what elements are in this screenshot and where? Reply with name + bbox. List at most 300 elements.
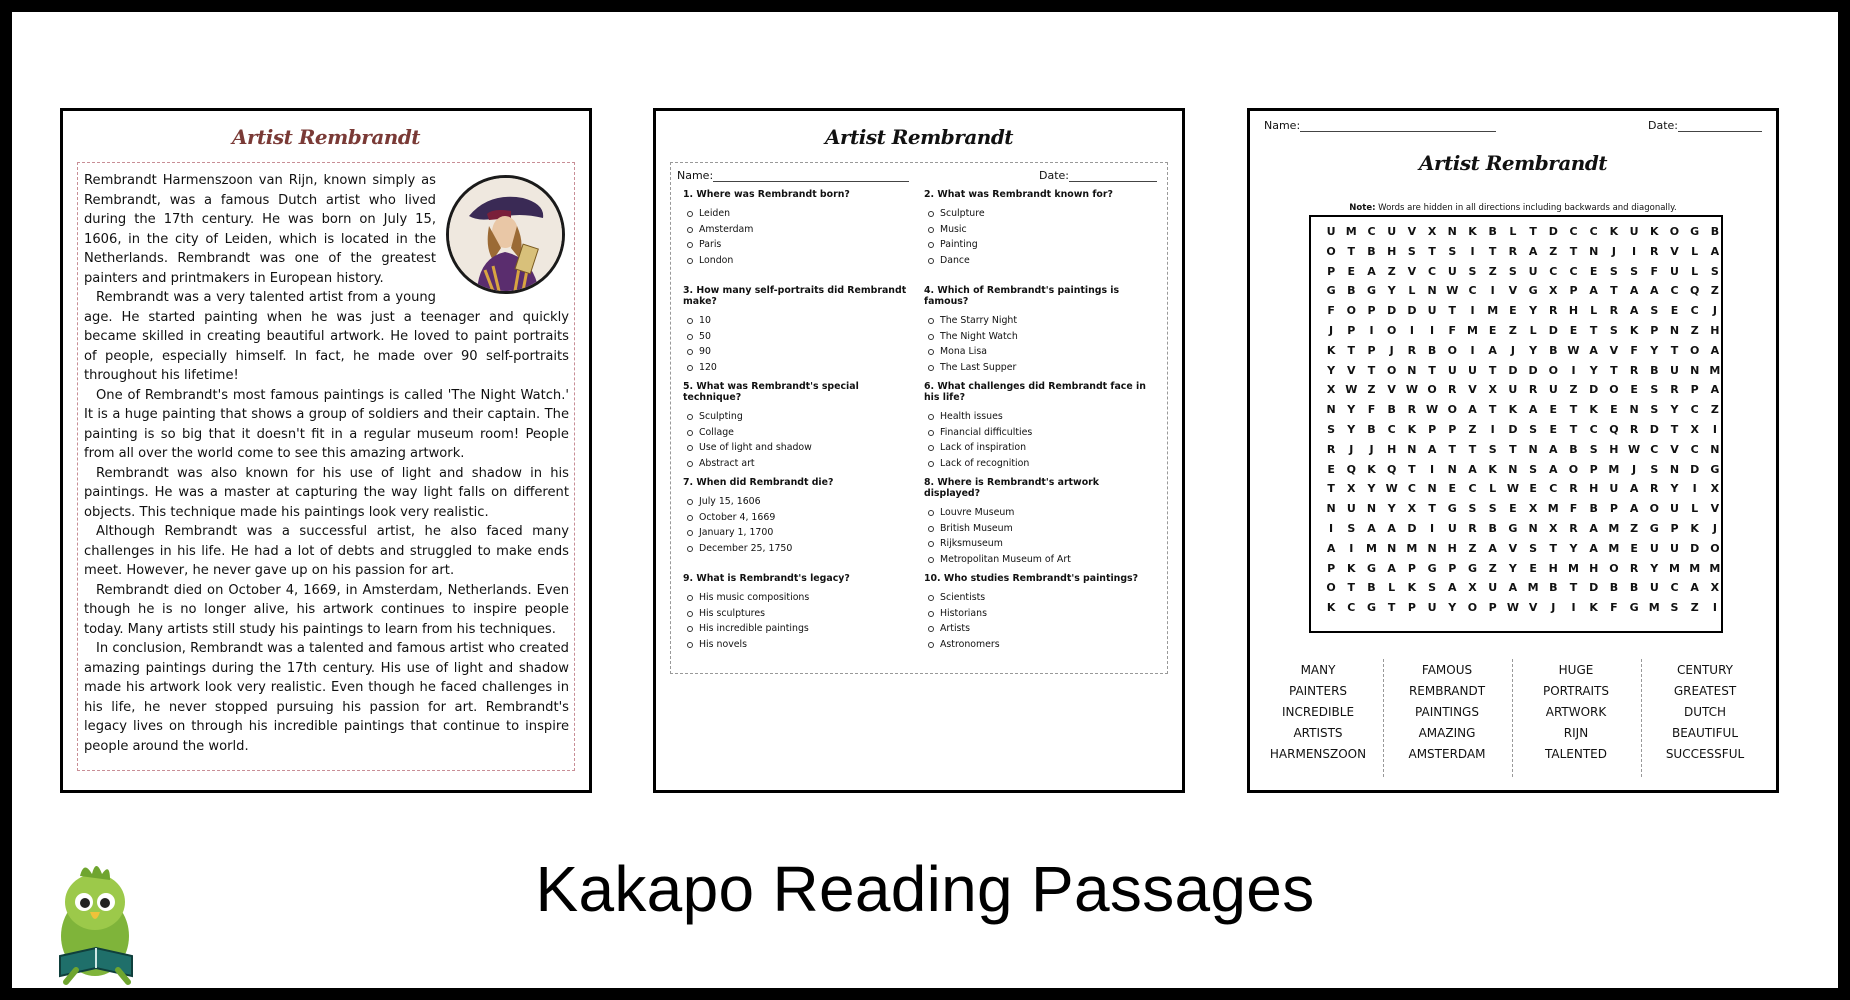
grid-letter[interactable]: H bbox=[1589, 482, 1599, 496]
grid-letter[interactable]: D bbox=[1548, 324, 1558, 337]
grid-letter[interactable]: F bbox=[1569, 502, 1578, 516]
grid-letter[interactable]: S bbox=[1327, 423, 1336, 436]
grid-letter[interactable]: F bbox=[1448, 324, 1457, 337]
grid-letter[interactable]: S bbox=[1589, 442, 1598, 456]
grid-letter[interactable]: Y bbox=[1448, 601, 1457, 615]
grid-letter[interactable]: A bbox=[1488, 541, 1497, 555]
grid-letter[interactable]: A bbox=[1367, 264, 1376, 278]
grid-letter[interactable]: S bbox=[1650, 304, 1659, 318]
grid-letter[interactable]: R bbox=[1468, 522, 1477, 535]
grid-letter[interactable]: M bbox=[1406, 541, 1418, 555]
grid-letter[interactable]: B bbox=[1347, 284, 1356, 298]
grid-letter[interactable]: O bbox=[1467, 601, 1478, 615]
grid-letter[interactable]: V bbox=[1407, 264, 1417, 278]
grid-letter[interactable]: K bbox=[1589, 403, 1598, 417]
answer-option[interactable]: Scientists bbox=[928, 593, 1149, 603]
grid-letter[interactable]: A bbox=[1468, 462, 1477, 476]
grid-letter[interactable]: N bbox=[1407, 363, 1417, 377]
grid-letter[interactable]: K bbox=[1690, 522, 1699, 535]
grid-letter[interactable]: S bbox=[1630, 264, 1639, 278]
grid-letter[interactable]: S bbox=[1468, 264, 1477, 278]
grid-letter[interactable]: T bbox=[1569, 581, 1578, 595]
grid-letter[interactable]: U bbox=[1447, 264, 1457, 278]
answer-option[interactable]: January 1, 1700 bbox=[687, 528, 908, 538]
grid-letter[interactable]: M bbox=[1366, 541, 1377, 555]
grid-letter[interactable]: Z bbox=[1468, 423, 1477, 436]
grid-letter[interactable]: R bbox=[1629, 561, 1639, 575]
grid-letter[interactable]: A bbox=[1650, 284, 1659, 298]
grid-letter[interactable]: V bbox=[1347, 363, 1356, 377]
grid-letter[interactable]: C bbox=[1589, 225, 1598, 238]
grid-letter[interactable]: V bbox=[1468, 383, 1477, 397]
grid-letter[interactable]: Z bbox=[1488, 561, 1497, 575]
grid-letter[interactable]: E bbox=[1509, 304, 1517, 318]
grid-letter[interactable]: U bbox=[1670, 541, 1679, 555]
grid-letter[interactable]: A bbox=[1629, 304, 1639, 318]
answer-option[interactable]: Abstract art bbox=[687, 459, 908, 469]
grid-letter[interactable]: C bbox=[1428, 264, 1437, 278]
grid-letter[interactable]: K bbox=[1367, 462, 1376, 476]
answer-option[interactable]: Use of light and shadow bbox=[687, 443, 908, 453]
grid-letter[interactable]: T bbox=[1569, 423, 1578, 436]
grid-letter[interactable]: I bbox=[1712, 601, 1717, 615]
grid-letter[interactable]: B bbox=[1589, 502, 1598, 516]
grid-letter[interactable]: R bbox=[1508, 244, 1518, 258]
answer-option[interactable]: British Museum bbox=[928, 524, 1149, 534]
grid-letter[interactable]: X bbox=[1407, 502, 1417, 516]
grid-letter[interactable]: T bbox=[1408, 462, 1416, 476]
grid-letter[interactable]: B bbox=[1488, 522, 1497, 535]
grid-letter[interactable]: W bbox=[1506, 482, 1519, 496]
grid-letter[interactable]: D bbox=[1649, 423, 1659, 436]
grid-letter[interactable]: G bbox=[1366, 284, 1376, 298]
grid-letter[interactable]: J bbox=[1349, 442, 1354, 456]
grid-letter[interactable]: N bbox=[1669, 462, 1680, 476]
grid-letter[interactable]: Y bbox=[1650, 343, 1659, 357]
grid-letter[interactable]: F bbox=[1327, 304, 1335, 318]
grid-letter[interactable]: T bbox=[1488, 244, 1497, 258]
grid-letter[interactable]: U bbox=[1670, 264, 1679, 278]
grid-letter[interactable]: D bbox=[1589, 581, 1599, 595]
grid-letter[interactable]: T bbox=[1327, 482, 1335, 496]
grid-letter[interactable]: E bbox=[1610, 403, 1618, 417]
grid-letter[interactable]: T bbox=[1347, 581, 1356, 595]
grid-letter[interactable]: A bbox=[1629, 502, 1639, 516]
grid-letter[interactable]: P bbox=[1690, 383, 1699, 397]
grid-letter[interactable]: Q bbox=[1387, 462, 1397, 476]
grid-letter[interactable]: K bbox=[1468, 225, 1477, 238]
grid-letter[interactable]: U bbox=[1387, 225, 1397, 238]
answer-option[interactable]: London bbox=[687, 256, 908, 266]
grid-letter[interactable]: I bbox=[1712, 423, 1717, 436]
grid-letter[interactable]: Y bbox=[1387, 284, 1396, 298]
grid-letter[interactable]: V bbox=[1710, 502, 1720, 516]
grid-letter[interactable]: T bbox=[1569, 244, 1578, 258]
grid-letter[interactable]: K bbox=[1407, 581, 1417, 595]
answer-option[interactable]: The Night Watch bbox=[928, 332, 1149, 342]
grid-letter[interactable]: I bbox=[1571, 601, 1576, 615]
grid-letter[interactable]: M bbox=[1487, 304, 1499, 318]
name-field[interactable] bbox=[1264, 119, 1496, 132]
grid-letter[interactable]: W bbox=[1405, 383, 1418, 397]
grid-letter[interactable]: L bbox=[1590, 304, 1598, 318]
grid-letter[interactable]: O bbox=[1548, 363, 1558, 377]
grid-letter[interactable]: U bbox=[1670, 363, 1679, 377]
grid-letter[interactable]: G bbox=[1427, 561, 1437, 575]
grid-letter[interactable]: G bbox=[1710, 462, 1720, 476]
grid-letter[interactable]: G bbox=[1649, 522, 1659, 535]
grid-letter[interactable]: L bbox=[1388, 581, 1396, 595]
grid-letter[interactable]: B bbox=[1427, 343, 1437, 357]
grid-letter[interactable]: O bbox=[1669, 225, 1680, 238]
grid-letter[interactable]: C bbox=[1650, 442, 1659, 456]
grid-letter[interactable]: F bbox=[1610, 601, 1618, 615]
answer-option[interactable]: The Starry Night bbox=[928, 316, 1149, 326]
grid-letter[interactable]: A bbox=[1629, 284, 1639, 298]
grid-letter[interactable]: S bbox=[1448, 244, 1457, 258]
grid-letter[interactable]: F bbox=[1367, 403, 1376, 417]
grid-letter[interactable]: W bbox=[1567, 343, 1580, 357]
grid-letter[interactable]: A bbox=[1629, 482, 1639, 496]
grid-letter[interactable]: R bbox=[1407, 343, 1417, 357]
grid-letter[interactable]: T bbox=[1448, 442, 1457, 456]
grid-letter[interactable]: O bbox=[1346, 304, 1356, 318]
grid-letter[interactable]: K bbox=[1488, 462, 1497, 476]
grid-letter[interactable]: E bbox=[1670, 304, 1679, 318]
grid-letter[interactable]: O bbox=[1447, 403, 1457, 417]
grid-letter[interactable]: G bbox=[1467, 561, 1477, 575]
answer-option[interactable]: Lack of inspiration bbox=[928, 443, 1149, 453]
grid-letter[interactable]: J bbox=[1712, 522, 1717, 535]
grid-letter[interactable]: J bbox=[1510, 343, 1515, 357]
grid-letter[interactable]: N bbox=[1447, 225, 1457, 238]
grid-letter[interactable]: A bbox=[1427, 442, 1437, 456]
grid-letter[interactable]: Z bbox=[1630, 522, 1639, 535]
grid-letter[interactable]: P bbox=[1448, 561, 1457, 575]
grid-letter[interactable]: U bbox=[1548, 383, 1558, 397]
name-field[interactable] bbox=[677, 169, 909, 182]
grid-letter[interactable]: U bbox=[1346, 502, 1356, 516]
grid-letter[interactable]: L bbox=[1691, 264, 1699, 278]
grid-letter[interactable]: J bbox=[1369, 442, 1374, 456]
answer-option[interactable]: Lack of recognition bbox=[928, 459, 1149, 469]
grid-letter[interactable]: Z bbox=[1710, 284, 1719, 298]
grid-letter[interactable]: R bbox=[1448, 383, 1457, 397]
grid-letter[interactable]: U bbox=[1447, 522, 1457, 535]
grid-letter[interactable]: T bbox=[1610, 284, 1618, 298]
answer-option[interactable]: His novels bbox=[687, 640, 908, 650]
grid-letter[interactable]: D bbox=[1387, 304, 1397, 318]
grid-letter[interactable]: A bbox=[1508, 581, 1518, 595]
grid-letter[interactable]: P bbox=[1448, 423, 1457, 436]
grid-letter[interactable]: U bbox=[1447, 363, 1457, 377]
grid-letter[interactable]: P bbox=[1327, 561, 1336, 575]
grid-letter[interactable]: J bbox=[1389, 343, 1394, 357]
grid-letter[interactable]: E bbox=[1347, 264, 1356, 278]
grid-letter[interactable]: U bbox=[1326, 225, 1336, 238]
grid-letter[interactable]: Q bbox=[1609, 423, 1619, 436]
answer-option[interactable]: Artists bbox=[928, 624, 1149, 634]
grid-letter[interactable]: B bbox=[1609, 581, 1619, 595]
grid-letter[interactable]: O bbox=[1447, 343, 1457, 357]
grid-letter[interactable]: N bbox=[1589, 244, 1599, 258]
grid-letter[interactable]: Z bbox=[1367, 383, 1376, 397]
grid-letter[interactable]: V bbox=[1508, 541, 1518, 555]
grid-letter[interactable]: A bbox=[1468, 403, 1477, 417]
grid-letter[interactable]: R bbox=[1650, 244, 1659, 258]
grid-letter[interactable]: C bbox=[1569, 225, 1578, 238]
grid-letter[interactable]: I bbox=[1632, 244, 1637, 258]
grid-letter[interactable]: H bbox=[1548, 561, 1558, 575]
grid-letter[interactable]: U bbox=[1427, 601, 1437, 615]
grid-letter[interactable]: B bbox=[1549, 581, 1558, 595]
grid-letter[interactable]: E bbox=[1589, 264, 1598, 278]
answer-option[interactable]: Metropolitan Museum of Art bbox=[928, 555, 1149, 565]
grid-letter[interactable]: S bbox=[1529, 423, 1538, 436]
grid-letter[interactable]: N bbox=[1508, 462, 1518, 476]
grid-letter[interactable]: S bbox=[1650, 462, 1659, 476]
grid-letter[interactable]: A bbox=[1589, 541, 1598, 555]
answer-option[interactable]: Painting bbox=[928, 240, 1149, 250]
grid-letter[interactable]: V bbox=[1528, 601, 1538, 615]
grid-letter[interactable]: Z bbox=[1549, 244, 1558, 258]
grid-letter[interactable]: N bbox=[1407, 442, 1417, 456]
grid-letter[interactable]: W bbox=[1385, 482, 1398, 496]
grid-letter[interactable]: R bbox=[1629, 423, 1639, 436]
grid-letter[interactable]: O bbox=[1690, 343, 1700, 357]
grid-letter[interactable]: N bbox=[1669, 324, 1680, 337]
grid-letter[interactable]: B bbox=[1629, 581, 1639, 595]
grid-letter[interactable]: C bbox=[1468, 482, 1477, 496]
grid-letter[interactable]: R bbox=[1569, 522, 1578, 535]
grid-letter[interactable]: T bbox=[1670, 423, 1679, 436]
grid-letter[interactable]: A bbox=[1589, 284, 1598, 298]
grid-letter[interactable]: P bbox=[1367, 343, 1376, 357]
grid-letter[interactable]: K bbox=[1650, 225, 1659, 238]
grid-letter[interactable]: C bbox=[1690, 403, 1699, 417]
grid-letter[interactable]: N bbox=[1447, 462, 1457, 476]
grid-letter[interactable]: G bbox=[1508, 522, 1518, 535]
grid-letter[interactable]: K bbox=[1347, 561, 1356, 575]
grid-letter[interactable]: X bbox=[1427, 225, 1437, 238]
grid-letter[interactable]: U bbox=[1649, 541, 1659, 555]
grid-letter[interactable]: T bbox=[1610, 363, 1618, 377]
grid-letter[interactable]: H bbox=[1589, 561, 1599, 575]
grid-letter[interactable]: V bbox=[1387, 383, 1396, 397]
grid-letter[interactable]: E bbox=[1630, 383, 1638, 397]
grid-letter[interactable]: X bbox=[1468, 581, 1477, 595]
grid-letter[interactable]: D bbox=[1589, 383, 1599, 397]
grid-letter[interactable]: M bbox=[1709, 561, 1721, 575]
grid-letter[interactable]: D bbox=[1508, 363, 1518, 377]
grid-letter[interactable]: P bbox=[1589, 462, 1598, 476]
grid-letter[interactable]: W bbox=[1506, 601, 1519, 615]
grid-letter[interactable]: V bbox=[1609, 343, 1619, 357]
grid-letter[interactable]: C bbox=[1670, 581, 1679, 595]
answer-option[interactable]: Collage bbox=[687, 428, 908, 438]
grid-letter[interactable]: O bbox=[1568, 462, 1579, 476]
grid-letter[interactable]: L bbox=[1408, 284, 1416, 298]
grid-letter[interactable]: T bbox=[1549, 541, 1558, 555]
grid-letter[interactable]: T bbox=[1569, 403, 1578, 417]
grid-letter[interactable]: Y bbox=[1367, 482, 1376, 496]
grid-letter[interactable]: B bbox=[1549, 343, 1558, 357]
grid-letter[interactable]: E bbox=[1509, 502, 1517, 516]
grid-letter[interactable]: A bbox=[1387, 561, 1396, 575]
grid-letter[interactable]: N bbox=[1690, 363, 1700, 377]
grid-letter[interactable]: B bbox=[1367, 581, 1376, 595]
grid-letter[interactable]: I bbox=[1470, 343, 1475, 357]
grid-letter[interactable]: A bbox=[1589, 522, 1598, 535]
grid-letter[interactable]: A bbox=[1690, 581, 1699, 595]
grid-letter[interactable]: D bbox=[1690, 462, 1700, 476]
grid-letter[interactable]: Z bbox=[1488, 264, 1497, 278]
grid-letter[interactable]: D bbox=[1528, 363, 1538, 377]
grid-letter[interactable]: U bbox=[1649, 581, 1659, 595]
grid-letter[interactable]: H bbox=[1387, 244, 1397, 258]
grid-letter[interactable]: B bbox=[1387, 403, 1396, 417]
grid-letter[interactable]: T bbox=[1428, 363, 1436, 377]
grid-letter[interactable]: D bbox=[1508, 423, 1518, 436]
grid-letter[interactable]: Y bbox=[1347, 423, 1356, 436]
grid-letter[interactable]: M bbox=[1547, 502, 1559, 516]
grid-letter[interactable]: L bbox=[1691, 502, 1699, 516]
grid-letter[interactable]: B bbox=[1367, 423, 1376, 436]
grid-letter[interactable]: S bbox=[1428, 581, 1437, 595]
grid-letter[interactable]: K bbox=[1326, 343, 1336, 357]
grid-letter[interactable]: S bbox=[1468, 502, 1477, 516]
grid-letter[interactable]: P bbox=[1407, 601, 1416, 615]
answer-option[interactable]: Paris bbox=[687, 240, 908, 250]
grid-letter[interactable]: S bbox=[1529, 541, 1538, 555]
grid-letter[interactable]: B bbox=[1488, 225, 1497, 238]
grid-letter[interactable]: M bbox=[1689, 561, 1701, 575]
grid-letter[interactable]: A bbox=[1528, 244, 1538, 258]
grid-letter[interactable]: N bbox=[1326, 502, 1336, 516]
grid-letter[interactable]: X bbox=[1549, 522, 1558, 535]
grid-letter[interactable]: Y bbox=[1650, 561, 1659, 575]
grid-letter[interactable]: C bbox=[1569, 264, 1578, 278]
grid-letter[interactable]: E bbox=[1549, 423, 1558, 436]
grid-letter[interactable]: Q bbox=[1690, 284, 1700, 298]
grid-letter[interactable]: T bbox=[1488, 403, 1497, 417]
grid-letter[interactable]: O bbox=[1649, 502, 1659, 516]
grid-letter[interactable]: S bbox=[1710, 264, 1719, 278]
grid-letter[interactable]: N bbox=[1427, 482, 1437, 496]
grid-letter[interactable]: Y bbox=[1387, 502, 1396, 516]
grid-letter[interactable]: I bbox=[1490, 284, 1495, 298]
grid-letter[interactable]: P bbox=[1569, 284, 1578, 298]
grid-letter[interactable]: Z bbox=[1710, 403, 1719, 417]
grid-letter[interactable]: M bbox=[1345, 225, 1357, 238]
grid-letter[interactable]: R bbox=[1670, 383, 1679, 397]
grid-letter[interactable]: R bbox=[1569, 482, 1578, 496]
grid-letter[interactable]: S bbox=[1407, 244, 1416, 258]
grid-letter[interactable]: M bbox=[1467, 324, 1478, 337]
grid-letter[interactable]: G bbox=[1629, 601, 1639, 615]
grid-letter[interactable]: F bbox=[1630, 343, 1638, 357]
grid-letter[interactable]: C bbox=[1589, 423, 1598, 436]
grid-letter[interactable]: C bbox=[1347, 601, 1356, 615]
grid-letter[interactable]: A bbox=[1326, 541, 1336, 555]
grid-letter[interactable]: O bbox=[1387, 363, 1397, 377]
grid-letter[interactable]: P bbox=[1367, 304, 1376, 318]
grid-letter[interactable]: A bbox=[1488, 343, 1497, 357]
answer-option[interactable]: His incredible paintings bbox=[687, 624, 908, 634]
grid-letter[interactable]: R bbox=[1407, 403, 1417, 417]
grid-letter[interactable]: P bbox=[1428, 423, 1437, 436]
grid-letter[interactable]: P bbox=[1407, 561, 1416, 575]
answer-option[interactable]: July 15, 1606 bbox=[687, 497, 908, 507]
grid-letter[interactable]: I bbox=[1430, 324, 1435, 337]
grid-letter[interactable]: W bbox=[1426, 403, 1439, 417]
grid-letter[interactable]: B bbox=[1569, 442, 1578, 456]
grid-letter[interactable]: S bbox=[1508, 264, 1517, 278]
grid-letter[interactable]: N bbox=[1528, 522, 1538, 535]
grid-letter[interactable]: B bbox=[1650, 363, 1659, 377]
answer-option[interactable]: Astronomers bbox=[928, 640, 1149, 650]
grid-letter[interactable]: R bbox=[1609, 304, 1619, 318]
grid-letter[interactable]: Y bbox=[1508, 561, 1517, 575]
grid-letter[interactable]: A bbox=[1710, 343, 1720, 357]
grid-letter[interactable]: U bbox=[1528, 264, 1538, 278]
grid-letter[interactable]: S bbox=[1488, 442, 1497, 456]
grid-letter[interactable]: G bbox=[1366, 601, 1376, 615]
grid-letter[interactable]: V bbox=[1407, 225, 1417, 238]
grid-letter[interactable]: M bbox=[1608, 522, 1620, 535]
grid-letter[interactable]: N bbox=[1366, 502, 1377, 516]
grid-letter[interactable]: R bbox=[1549, 304, 1558, 318]
grid-letter[interactable]: I bbox=[1430, 522, 1435, 535]
grid-letter[interactable]: P bbox=[1488, 601, 1497, 615]
grid-letter[interactable]: V bbox=[1508, 284, 1518, 298]
grid-letter[interactable]: T bbox=[1367, 363, 1376, 377]
grid-letter[interactable]: H bbox=[1387, 442, 1397, 456]
grid-letter[interactable]: L bbox=[1489, 482, 1497, 496]
grid-letter[interactable]: I bbox=[1470, 244, 1475, 258]
grid-letter[interactable]: N bbox=[1629, 403, 1639, 417]
grid-letter[interactable]: Z bbox=[1569, 383, 1578, 397]
grid-letter[interactable]: A bbox=[1387, 522, 1396, 535]
answer-option[interactable]: His music compositions bbox=[687, 593, 908, 603]
answer-option[interactable]: 50 bbox=[687, 332, 908, 342]
grid-letter[interactable]: T bbox=[1428, 244, 1436, 258]
grid-letter[interactable]: L bbox=[1691, 244, 1699, 258]
grid-letter[interactable]: T bbox=[1529, 225, 1537, 238]
grid-letter[interactable]: O bbox=[1710, 541, 1720, 555]
grid-letter[interactable]: T bbox=[1347, 244, 1356, 258]
grid-letter[interactable]: Y bbox=[1589, 363, 1598, 377]
grid-letter[interactable]: N bbox=[1427, 284, 1437, 298]
grid-letter[interactable]: D bbox=[1407, 304, 1417, 318]
grid-letter[interactable]: L bbox=[1529, 324, 1537, 337]
grid-letter[interactable]: A bbox=[1448, 581, 1457, 595]
grid-letter[interactable]: M bbox=[1608, 541, 1620, 555]
grid-letter[interactable]: U bbox=[1468, 363, 1477, 377]
grid-letter[interactable]: X bbox=[1710, 581, 1720, 595]
answer-option[interactable]: His sculptures bbox=[687, 609, 908, 619]
grid-letter[interactable]: W bbox=[1628, 442, 1641, 456]
grid-letter[interactable]: J bbox=[1712, 304, 1717, 318]
grid-letter[interactable]: F bbox=[1650, 264, 1659, 278]
answer-option[interactable]: Dance bbox=[928, 256, 1149, 266]
grid-letter[interactable]: U bbox=[1609, 482, 1619, 496]
grid-letter[interactable]: J bbox=[1551, 601, 1556, 615]
grid-letter[interactable]: C bbox=[1367, 225, 1376, 238]
grid-letter[interactable]: K bbox=[1326, 601, 1336, 615]
grid-letter[interactable]: I bbox=[1571, 363, 1576, 377]
grid-letter[interactable]: A bbox=[1710, 244, 1720, 258]
